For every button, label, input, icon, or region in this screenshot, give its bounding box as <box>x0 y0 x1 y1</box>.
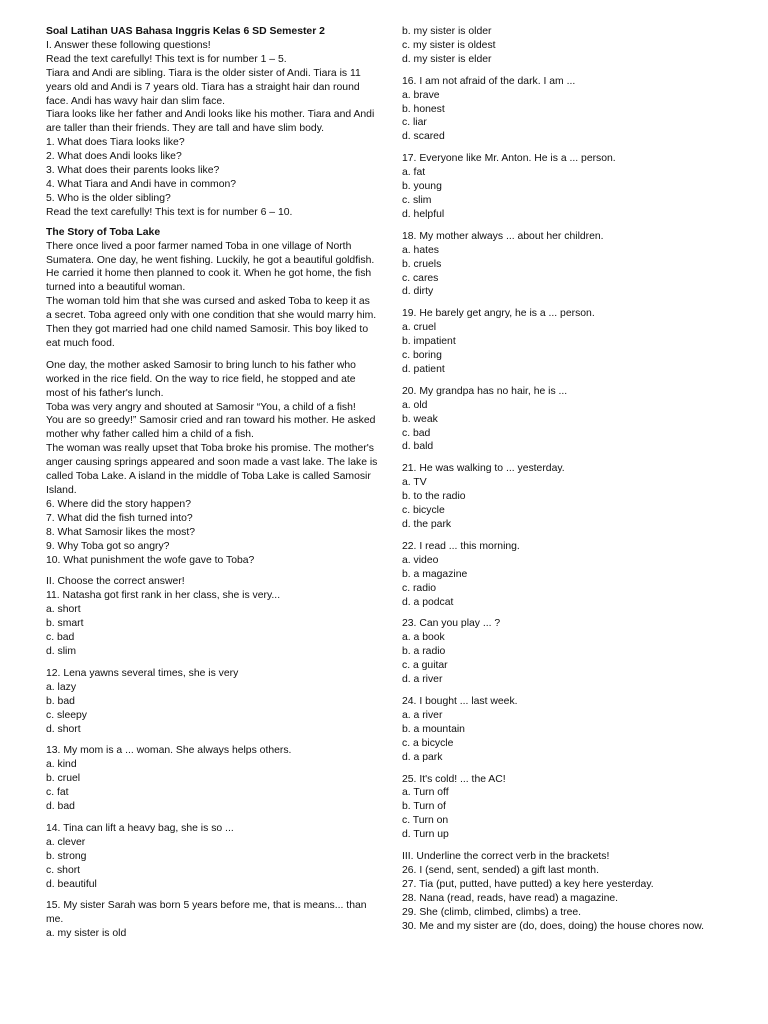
answer-option: d. patient <box>402 363 445 375</box>
question-text: 25. It's cold! ... the AC! <box>402 773 506 785</box>
answer-option: b. a radio <box>402 646 446 658</box>
answer-option: c. my sister is oldest <box>402 39 496 51</box>
answer-option: b. cruels <box>402 258 442 270</box>
questions-1-5 <box>46 136 386 206</box>
story-line: The woman told him that she was cursed and asked Toba to keep it as <box>46 296 370 308</box>
question-text: 23. Can you play ... ? <box>402 618 501 630</box>
mc-question-16 <box>402 75 732 145</box>
answer-option: b. a mountain <box>402 723 465 735</box>
story-title: The Story of Toba Lake <box>46 226 161 238</box>
answer-option: a. hates <box>402 244 439 256</box>
answer-option: b. young <box>402 181 442 193</box>
question-item: 7. What did the fish turned into? <box>46 512 193 524</box>
answer-option: d. Turn up <box>402 829 449 841</box>
answer-option: c. short <box>46 864 81 876</box>
answer-option: c. bad <box>46 632 75 644</box>
answer-option: c. bad <box>402 427 431 439</box>
question-text: 11. Natasha got first rank in her class, she is very... <box>46 590 281 602</box>
story-line: Toba was very angry and shouted at Samosir “You, a child of a fish! <box>46 401 356 413</box>
answer-option: d. a podcat <box>402 596 454 608</box>
story-line: Island. <box>46 485 77 496</box>
answer-option: b. cruel <box>46 773 81 785</box>
story-paragraph-1 <box>46 240 386 351</box>
answer-option: a. a book <box>402 632 445 644</box>
answer-option: d. a park <box>402 751 443 763</box>
answer-option: c. bicycle <box>402 505 445 517</box>
left-column <box>46 25 386 941</box>
answer-option: b. honest <box>402 103 445 115</box>
answer-option: b. my sister is older <box>402 26 492 37</box>
story-line: One day, the mother asked Samosir to bring lunch to his father who <box>46 359 356 371</box>
question-text: me. <box>46 914 64 926</box>
section-2-heading: II. Choose the correct answer! <box>46 576 185 588</box>
answer-option: d. the park <box>402 519 452 530</box>
mc-question-11 <box>46 589 386 659</box>
answer-option: d. bad <box>46 801 75 813</box>
mc-question-22 <box>402 540 732 610</box>
worksheet-title: Soal Latihan UAS Bahasa Inggris Kelas 6 SD Semester 2 <box>46 26 325 37</box>
questions-6-10 <box>46 498 386 568</box>
answer-option: c. Turn on <box>402 815 449 827</box>
answer-option: b. to the radio <box>402 491 466 503</box>
question-text: 18. My mother always ... about her children. <box>402 230 604 242</box>
question-text: 24. I bought ... last week. <box>402 695 518 707</box>
answer-option: a. Turn off <box>402 787 449 799</box>
story-line: worked in the rice field. On the way to rice field, he stopped and ate <box>46 373 356 385</box>
question-text: 19. He barely get angry, he is a ... person. <box>402 308 595 320</box>
question-item: 26. I (send, sent, sended) a gift last month. <box>402 864 599 876</box>
mc-question-20 <box>402 385 732 455</box>
answer-option: d. dirty <box>402 286 434 298</box>
question-item: 1. What does Tiara looks like? <box>46 137 185 149</box>
mc-question-24 <box>402 695 732 765</box>
story-line: a secret. Toba agreed only with one condition that she would marry him. <box>46 310 377 322</box>
answer-option: a. clever <box>46 836 86 848</box>
question-item: 29. She (climb, climbed, climbs) a tree. <box>402 906 582 918</box>
mc-question-13 <box>46 744 386 814</box>
question-item: 27. Tia (put, putted, have putted) a key here yesterday. <box>402 878 654 890</box>
answer-option: d. slim <box>46 645 77 657</box>
answer-option: a. cruel <box>402 322 437 334</box>
question-text: 14. Tina can lift a heavy bag, she is so ... <box>46 822 234 834</box>
answer-option: c. radio <box>402 582 437 594</box>
story-line: eat much food. <box>46 337 115 349</box>
answer-option: b. strong <box>46 850 87 862</box>
answer-option: c. cares <box>402 272 439 284</box>
story-line: Sumatera. One day, he went fishing. Luckily, he got a beautiful goldfish. <box>46 254 375 266</box>
question-text: 22. I read ... this morning. <box>402 540 520 552</box>
answer-option: a. my sister is old <box>46 928 127 940</box>
answer-option: a. fat <box>402 167 426 179</box>
story-line: mother why father called him a child of a fish. <box>46 429 254 441</box>
answer-option: b. a magazine <box>402 568 468 580</box>
section-1-heading: I. Answer these following questions! <box>46 39 211 51</box>
question-item: 3. What does their parents looks like? <box>46 165 220 177</box>
story-line: You are so greedy!” Samosir cried and ran toward his mother. He asked <box>46 415 376 427</box>
answer-option: d. scared <box>402 131 445 143</box>
answer-option: c. slim <box>402 194 432 206</box>
story-line: The woman was really upset that Toba broke his promise. The mother's <box>46 443 374 455</box>
answer-option: a. kind <box>46 759 77 771</box>
question-item: 4. What Tiara and Andi have in common? <box>46 178 237 190</box>
passage-line: Tiara looks like her father and Andi looks like his mother. Tiara and Andi <box>46 109 375 121</box>
mc-question-15 <box>46 899 386 941</box>
story-paragraph-2 <box>46 359 386 498</box>
question-text: 12. Lena yawns several times, she is very <box>46 667 239 679</box>
answer-option: c. a bicycle <box>402 737 454 749</box>
question-text: 17. Everyone like Mr. Anton. He is a ... person. <box>402 153 616 165</box>
answer-option: a. lazy <box>46 681 77 693</box>
question-text: 21. He was walking to ... yesterday. <box>402 463 565 475</box>
answer-option: d. beautiful <box>46 878 97 890</box>
right-column <box>402 25 732 933</box>
mc-question-25 <box>402 773 732 843</box>
question-item: 6. Where did the story happen? <box>46 498 191 510</box>
answer-option: d. helpful <box>402 208 445 220</box>
answer-option: c. fat <box>46 787 69 799</box>
story-line: He carried it home then planned to cook it. When he got home, the fish <box>46 268 372 280</box>
mc-question-15-continued <box>402 25 732 67</box>
answer-option: b. smart <box>46 618 84 630</box>
passage-line: Tiara and Andi are sibling. Tiara is the older sister of Andi. Tiara is 11 <box>46 67 361 79</box>
answer-option: d. my sister is elder <box>402 53 492 65</box>
section-3-heading: III. Underline the correct verb in the brackets! <box>402 851 610 863</box>
question-item: 5. Who is the older sibling? <box>46 192 171 204</box>
reading-instruction-1: Read the text carefully! This text is for number 1 – 5. <box>46 53 287 65</box>
question-item: 30. Me and my sister are (do, does, doing) the house chores now. <box>402 920 705 932</box>
question-item: 8. What Samosir likes the most? <box>46 526 195 538</box>
mc-question-17 <box>402 152 732 222</box>
story-line: There once lived a poor farmer named Toba in one village of North <box>46 240 352 252</box>
question-item: 9. Why Toba got so angry? <box>46 540 170 552</box>
passage-1 <box>46 67 386 137</box>
answer-option: b. bad <box>46 695 75 707</box>
mc-question-12 <box>46 667 386 737</box>
question-text: 20. My grandpa has no hair, he is ... <box>402 385 568 397</box>
story-line: turned into a beautiful woman. <box>46 282 186 294</box>
answer-option: c. boring <box>402 350 442 362</box>
answer-option: a. old <box>402 399 428 411</box>
answer-option: d. short <box>46 723 81 735</box>
question-text: 13. My mom is a ... woman. She always helps others. <box>46 745 292 757</box>
story-line: called Toba Lake. A island in the middle of Toba Lake is called Samosir <box>46 471 371 483</box>
answer-option: a. short <box>46 604 81 616</box>
mc-question-14 <box>46 822 386 892</box>
question-text: 15. My sister Sarah was born 5 years before me, that is means... than <box>46 900 367 912</box>
question-item: 10. What punishment the wofe gave to Toba? <box>46 554 255 566</box>
answer-option: c. a guitar <box>402 660 448 672</box>
question-item: 28. Nana (read, reads, have read) a magazine. <box>402 892 619 904</box>
mc-question-18 <box>402 230 732 300</box>
question-item: 2. What does Andi looks like? <box>46 151 182 163</box>
story-line: most of his father's lunch. <box>46 387 164 399</box>
answer-option: d. a river <box>402 674 443 686</box>
story-line: Then they got married had one child named Samosir. This boy liked to <box>46 324 369 336</box>
reading-instruction-2: Read the text carefully! This text is for number 6 – 10. <box>46 206 293 218</box>
mc-question-23 <box>402 617 732 687</box>
passage-line: are taller than their friends. They are tall and have slim body. <box>46 123 324 135</box>
answer-option: a. brave <box>402 89 440 101</box>
answer-option: a. TV <box>402 477 427 489</box>
passage-line: face. Andi has wavy hair dan slim face. <box>46 95 226 107</box>
answer-option: c. liar <box>402 117 427 129</box>
story-line: anger causing springs appeared and soon made a vast lake. The lake is <box>46 457 378 469</box>
answer-option: d. bald <box>402 441 434 453</box>
questions-26-30 <box>402 864 732 934</box>
answer-option: b. impatient <box>402 336 456 348</box>
answer-option: a. video <box>402 554 439 566</box>
answer-option: b. weak <box>402 413 438 425</box>
answer-option: c. sleepy <box>46 709 88 721</box>
mc-question-21 <box>402 462 732 532</box>
question-text: 16. I am not afraid of the dark. I am ... <box>402 75 576 87</box>
answer-option: a. a river <box>402 709 443 721</box>
answer-option: b. Turn of <box>402 801 446 813</box>
mc-question-19 <box>402 307 732 377</box>
passage-line: years old and Andi is 7 years old. Tiara has a straight hair dan round <box>46 81 360 93</box>
